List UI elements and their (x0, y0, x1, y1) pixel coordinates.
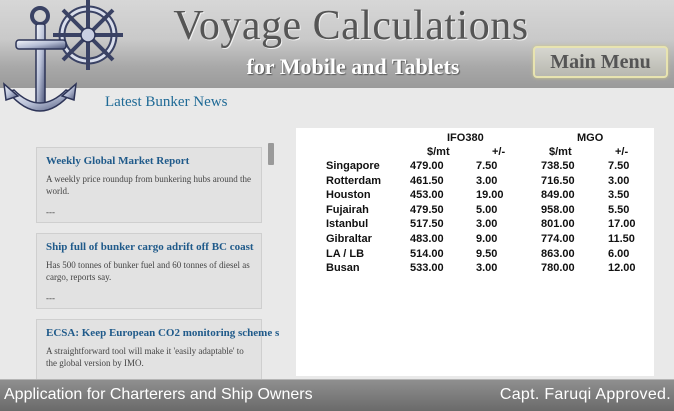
news-item-title[interactable]: ECSA: Keep European CO2 monitoring scheme s (46, 327, 280, 339)
price-row-mgo-change: 12.00 (608, 262, 636, 275)
price-row-mgo-price: 863.00 (541, 247, 575, 260)
price-row-ifo-change: 9.50 (476, 247, 498, 260)
price-row-ifo-price: 461.50 (410, 174, 444, 187)
price-row-ifo-change: 7.50 (476, 160, 498, 172)
price-row-ifo-change: 9.00 (476, 233, 498, 245)
price-row-ifo-price: 453.00 (410, 189, 444, 202)
price-row-mgo-change: 7.50 (608, 160, 630, 172)
price-row-ifo-change: 19.00 (476, 189, 504, 202)
fuel-header-ifo380: IFO380 (447, 132, 484, 144)
news-item-description: Has 500 tonnes of bunker fuel and 60 tonnes of diesel as cargo, reports say. (46, 260, 250, 282)
price-row-port: Fujairah (326, 203, 369, 216)
main-menu-button[interactable]: Main Menu (533, 46, 668, 78)
price-row-mgo-price: 849.00 (541, 189, 575, 202)
price-row-ifo-change: 5.00 (476, 203, 498, 216)
price-row-mgo-price: 738.50 (541, 160, 575, 172)
price-row-ifo-price: 483.00 (410, 233, 444, 245)
column-header-change: +/- (492, 146, 506, 158)
price-row-port: Istanbul (326, 218, 369, 231)
price-row-port: Busan (326, 262, 360, 275)
news-list[interactable] (36, 143, 280, 375)
column-header-change: +/- (615, 146, 629, 158)
news-item[interactable] (36, 147, 262, 223)
news-item[interactable] (36, 233, 262, 309)
news-item-more: --- (46, 207, 55, 217)
price-row-mgo-change: 3.50 (608, 189, 630, 202)
price-row-mgo-price: 780.00 (541, 262, 575, 275)
column-header-price: $/mt (549, 146, 572, 158)
price-row-port: LA / LB (326, 247, 365, 260)
price-row-ifo-price: 517.50 (410, 218, 444, 231)
bunker-price-table (296, 128, 654, 376)
price-row-mgo-price: 774.00 (541, 233, 575, 245)
price-row-mgo-change: 3.00 (608, 174, 630, 187)
column-header-price: $/mt (427, 146, 450, 158)
news-item-description: A weekly price roundup from bunkering hubs around the world. (46, 174, 251, 196)
price-row-ifo-change: 3.00 (476, 262, 498, 275)
price-row-mgo-change: 17.00 (608, 218, 636, 231)
latest-news-heading: Latest Bunker News (105, 94, 228, 110)
footer-bar (0, 379, 674, 411)
price-row-port: Rotterdam (326, 174, 382, 187)
footer-tagline: Application for Charterers and Ship Owners (4, 386, 313, 403)
news-scrollbar[interactable] (268, 143, 274, 165)
price-row-ifo-price: 479.50 (410, 203, 444, 216)
price-row-mgo-price: 958.00 (541, 203, 575, 216)
news-item[interactable] (36, 319, 280, 383)
price-row-ifo-price: 479.00 (410, 160, 444, 172)
news-item-title[interactable]: Ship full of bunker cargo adrift off BC coast (46, 241, 254, 253)
price-row-port: Gibraltar (326, 233, 372, 245)
app-title: Voyage Calculations (173, 3, 529, 49)
price-row-ifo-price: 533.00 (410, 262, 444, 275)
price-row-port: Houston (326, 189, 371, 202)
news-item-description: A straightforward tool will make it 'easily adaptable' to the global version by IMO. (46, 346, 244, 368)
app-subtitle: for Mobile and Tablets (246, 54, 460, 79)
price-row-ifo-change: 3.00 (476, 174, 498, 187)
footer-approval: Capt. Faruqi Approved. (499, 386, 671, 403)
news-item-more: --- (46, 293, 55, 303)
price-row-ifo-change: 3.00 (476, 218, 498, 231)
price-row-mgo-change: 5.50 (608, 203, 630, 216)
anchor-ship-wheel-icon (0, 0, 120, 140)
price-row-mgo-price: 716.50 (541, 174, 575, 187)
price-row-mgo-change: 6.00 (608, 247, 630, 260)
price-row-ifo-price: 514.00 (410, 247, 444, 260)
fuel-header-mgo: MGO (577, 132, 604, 144)
price-row-mgo-price: 801.00 (541, 218, 575, 231)
price-row-port: Singapore (326, 160, 380, 172)
news-item-title[interactable]: Weekly Global Market Report (46, 155, 190, 167)
price-row-mgo-change: 11.50 (608, 233, 635, 245)
